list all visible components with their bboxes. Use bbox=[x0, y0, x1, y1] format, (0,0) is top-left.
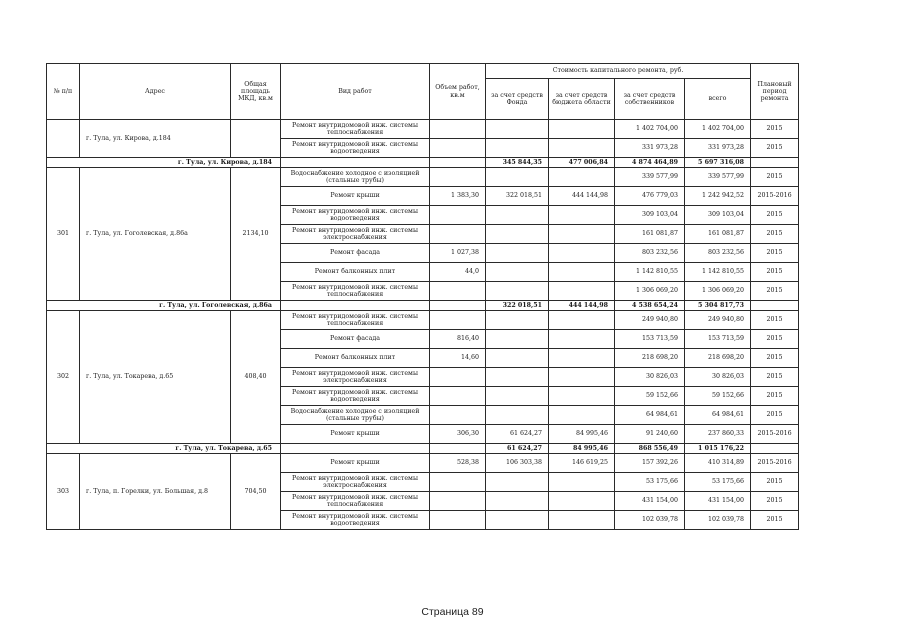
total-cell: 309 103,04 bbox=[685, 206, 751, 225]
work-type-cell: Ремонт внутридомовой инж. системы электроснабжения bbox=[281, 225, 430, 244]
fund-cell bbox=[486, 120, 549, 139]
owners-cell: 30 826,03 bbox=[615, 368, 685, 387]
row-number-cell: 301 bbox=[47, 168, 80, 301]
row-number-cell bbox=[47, 120, 80, 158]
volume-cell bbox=[430, 473, 486, 492]
subtotal-budget: 477 006,84 bbox=[549, 158, 615, 168]
owners-cell: 64 984,61 bbox=[615, 406, 685, 425]
period-cell: 2015 bbox=[751, 492, 799, 511]
period-cell: 2015-2016 bbox=[751, 187, 799, 206]
owners-cell: 476 779,03 bbox=[615, 187, 685, 206]
owners-cell: 1 142 810,55 bbox=[615, 263, 685, 282]
budget-cell bbox=[549, 263, 615, 282]
owners-cell: 803 232,56 bbox=[615, 244, 685, 263]
budget-cell bbox=[549, 139, 615, 158]
work-type-cell: Ремонт внутридомовой инж. системы водоотведения bbox=[281, 387, 430, 406]
owners-cell: 1 402 704,00 bbox=[615, 120, 685, 139]
budget-cell bbox=[549, 282, 615, 301]
total-cell: 331 973,28 bbox=[685, 139, 751, 158]
budget-cell bbox=[549, 120, 615, 139]
budget-cell bbox=[549, 244, 615, 263]
period-cell: 2015 bbox=[751, 473, 799, 492]
volume-cell: 306,30 bbox=[430, 425, 486, 444]
table-row bbox=[47, 120, 799, 139]
total-cell: 803 232,56 bbox=[685, 244, 751, 263]
subtotal-fund: 322 018,51 bbox=[486, 301, 549, 311]
owners-cell: 91 240,60 bbox=[615, 425, 685, 444]
period-cell: 2015 bbox=[751, 511, 799, 530]
subtotal-total: 5 697 316,08 bbox=[685, 158, 751, 168]
volume-cell bbox=[430, 387, 486, 406]
header-volume: Объем работ, кв.м bbox=[430, 64, 486, 120]
owners-cell: 53 175,66 bbox=[615, 473, 685, 492]
subtotal-label: г. Тула, ул. Токарева, д.65 bbox=[47, 444, 281, 454]
header-area: Общая площадь МКД, кв.м bbox=[231, 64, 281, 120]
budget-cell bbox=[549, 206, 615, 225]
owners-cell: 153 713,59 bbox=[615, 330, 685, 349]
subtotal-fund: 61 624,27 bbox=[486, 444, 549, 454]
total-cell: 161 081,87 bbox=[685, 225, 751, 244]
total-cell: 1 402 704,00 bbox=[685, 120, 751, 139]
header-cost-group: Стоимость капитального ремонта, руб. bbox=[486, 64, 751, 79]
work-type-cell: Ремонт балконных плит bbox=[281, 349, 430, 368]
owners-cell: 102 039,78 bbox=[615, 511, 685, 530]
fund-cell bbox=[486, 311, 549, 330]
row-number-cell: 302 bbox=[47, 311, 80, 444]
subtotal-row bbox=[47, 301, 799, 311]
subtotal-volume-empty bbox=[430, 444, 486, 454]
work-type-cell: Ремонт крыши bbox=[281, 187, 430, 206]
owners-cell: 249 940,80 bbox=[615, 311, 685, 330]
total-cell: 249 940,80 bbox=[685, 311, 751, 330]
subtotal-total: 1 015 176,22 bbox=[685, 444, 751, 454]
fund-cell bbox=[486, 282, 549, 301]
period-cell: 2015 bbox=[751, 244, 799, 263]
area-cell bbox=[231, 120, 281, 158]
subtotal-work-empty bbox=[281, 444, 430, 454]
total-cell: 153 713,59 bbox=[685, 330, 751, 349]
table-header bbox=[47, 64, 799, 120]
budget-cell: 444 144,98 bbox=[549, 187, 615, 206]
fund-cell: 322 018,51 bbox=[486, 187, 549, 206]
header-address: Адрес bbox=[80, 64, 231, 120]
subtotal-label: г. Тула, ул. Гоголевская, д.86а bbox=[47, 301, 281, 311]
work-type-cell: Ремонт внутридомовой инж. системы теплоснабжения bbox=[281, 120, 430, 139]
total-cell: 339 577,99 bbox=[685, 168, 751, 187]
volume-cell bbox=[430, 406, 486, 425]
period-cell: 2015 bbox=[751, 406, 799, 425]
subtotal-period-empty bbox=[751, 158, 799, 168]
period-cell: 2015 bbox=[751, 206, 799, 225]
work-type-cell: Ремонт внутридомовой инж. системы теплоснабжения bbox=[281, 492, 430, 511]
fund-cell bbox=[486, 263, 549, 282]
work-type-cell: Водоснабжение холодное с изоляцией (стальные трубы) bbox=[281, 406, 430, 425]
fund-cell bbox=[486, 406, 549, 425]
volume-cell bbox=[430, 206, 486, 225]
volume-cell bbox=[430, 311, 486, 330]
header-no: № п/п bbox=[47, 64, 80, 120]
work-type-cell: Ремонт балконных плит bbox=[281, 263, 430, 282]
fund-cell bbox=[486, 473, 549, 492]
table-row bbox=[47, 311, 799, 330]
owners-cell: 161 081,87 bbox=[615, 225, 685, 244]
fund-cell bbox=[486, 368, 549, 387]
volume-cell bbox=[430, 168, 486, 187]
subtotal-volume-empty bbox=[430, 301, 486, 311]
header-owners: за счет средств собственников bbox=[615, 79, 685, 120]
table-row bbox=[47, 454, 799, 473]
budget-cell bbox=[549, 492, 615, 511]
work-type-cell: Ремонт внутридомовой инж. системы теплоснабжения bbox=[281, 282, 430, 301]
owners-cell: 59 152,66 bbox=[615, 387, 685, 406]
period-cell: 2015-2016 bbox=[751, 454, 799, 473]
header-region-budget: за счет средств бюджета области bbox=[549, 79, 615, 120]
fund-cell bbox=[486, 387, 549, 406]
table-row bbox=[47, 168, 799, 187]
area-cell: 704,50 bbox=[231, 454, 281, 530]
total-cell: 410 314,89 bbox=[685, 454, 751, 473]
area-cell: 408,40 bbox=[231, 311, 281, 444]
subtotal-total: 5 304 817,73 bbox=[685, 301, 751, 311]
row-number-cell: 303 bbox=[47, 454, 80, 530]
work-type-cell: Ремонт внутридомовой инж. системы электроснабжения bbox=[281, 368, 430, 387]
subtotal-budget: 444 144,98 bbox=[549, 301, 615, 311]
total-cell: 237 860,33 bbox=[685, 425, 751, 444]
volume-cell bbox=[430, 511, 486, 530]
period-cell: 2015 bbox=[751, 263, 799, 282]
subtotal-budget: 84 995,46 bbox=[549, 444, 615, 454]
subtotal-label: г. Тула, ул. Кирова, д.184 bbox=[47, 158, 281, 168]
total-cell: 59 152,66 bbox=[685, 387, 751, 406]
page-number: Страница 89 bbox=[421, 606, 484, 618]
period-cell: 2015 bbox=[751, 387, 799, 406]
period-cell: 2015 bbox=[751, 330, 799, 349]
work-type-cell: Ремонт фасада bbox=[281, 330, 430, 349]
work-type-cell: Ремонт внутридомовой инж. системы водоотведения bbox=[281, 139, 430, 158]
address-cell: г. Тула, ул. Кирова, д.184 bbox=[80, 120, 231, 158]
volume-cell bbox=[430, 139, 486, 158]
budget-cell bbox=[549, 473, 615, 492]
volume-cell bbox=[430, 492, 486, 511]
fund-cell bbox=[486, 511, 549, 530]
owners-cell: 309 103,04 bbox=[615, 206, 685, 225]
volume-cell: 44,0 bbox=[430, 263, 486, 282]
total-cell: 30 826,03 bbox=[685, 368, 751, 387]
period-cell: 2015 bbox=[751, 311, 799, 330]
total-cell: 1 306 069,20 bbox=[685, 282, 751, 301]
fund-cell bbox=[486, 349, 549, 368]
subtotal-row bbox=[47, 444, 799, 454]
budget-cell bbox=[549, 511, 615, 530]
fund-cell bbox=[486, 225, 549, 244]
work-type-cell: Ремонт крыши bbox=[281, 425, 430, 444]
budget-cell bbox=[549, 168, 615, 187]
volume-cell: 1 383,30 bbox=[430, 187, 486, 206]
budget-cell bbox=[549, 406, 615, 425]
period-cell: 2015 bbox=[751, 282, 799, 301]
work-type-cell: Ремонт внутридомовой инж. системы водоотведения bbox=[281, 206, 430, 225]
work-type-cell: Ремонт внутридомовой инж. системы электроснабжения bbox=[281, 473, 430, 492]
owners-cell: 218 698,20 bbox=[615, 349, 685, 368]
volume-cell: 14,60 bbox=[430, 349, 486, 368]
subtotal-fund: 345 844,35 bbox=[486, 158, 549, 168]
work-type-cell: Ремонт внутридомовой инж. системы водоотведения bbox=[281, 511, 430, 530]
owners-cell: 1 306 069,20 bbox=[615, 282, 685, 301]
total-cell: 431 154,00 bbox=[685, 492, 751, 511]
volume-cell: 1 027,38 bbox=[430, 244, 486, 263]
total-cell: 64 984,61 bbox=[685, 406, 751, 425]
volume-cell bbox=[430, 368, 486, 387]
owners-cell: 157 392,26 bbox=[615, 454, 685, 473]
fund-cell bbox=[486, 330, 549, 349]
period-cell: 2015 bbox=[751, 120, 799, 139]
subtotal-work-empty bbox=[281, 301, 430, 311]
owners-cell: 339 577,99 bbox=[615, 168, 685, 187]
budget-cell bbox=[549, 225, 615, 244]
volume-cell: 816,40 bbox=[430, 330, 486, 349]
work-type-cell: Ремонт внутридомовой инж. системы теплоснабжения bbox=[281, 311, 430, 330]
subtotal-owners: 868 556,49 bbox=[615, 444, 685, 454]
budget-cell bbox=[549, 387, 615, 406]
subtotal-volume-empty bbox=[430, 158, 486, 168]
table-body bbox=[47, 120, 799, 530]
address-cell: г. Тула, ул. Токарева, д.65 bbox=[80, 311, 231, 444]
header-total: всего bbox=[685, 79, 751, 120]
total-cell: 1 242 942,52 bbox=[685, 187, 751, 206]
volume-cell: 528,38 bbox=[430, 454, 486, 473]
owners-cell: 331 973,28 bbox=[615, 139, 685, 158]
period-cell: 2015 bbox=[751, 168, 799, 187]
period-cell: 2015 bbox=[751, 225, 799, 244]
total-cell: 102 039,78 bbox=[685, 511, 751, 530]
volume-cell bbox=[430, 120, 486, 139]
subtotal-period-empty bbox=[751, 444, 799, 454]
header-period: Плановый период ремонта bbox=[751, 64, 799, 120]
total-cell: 53 175,66 bbox=[685, 473, 751, 492]
subtotal-row bbox=[47, 158, 799, 168]
period-cell: 2015 bbox=[751, 368, 799, 387]
area-cell: 2134,10 bbox=[231, 168, 281, 301]
fund-cell bbox=[486, 168, 549, 187]
address-cell: г. Тула, ул. Гоголевская, д.86а bbox=[80, 168, 231, 301]
header-work-type: Вид работ bbox=[281, 64, 430, 120]
budget-cell bbox=[549, 349, 615, 368]
period-cell: 2015 bbox=[751, 349, 799, 368]
subtotal-owners: 4 538 654,24 bbox=[615, 301, 685, 311]
fund-cell: 61 624,27 bbox=[486, 425, 549, 444]
budget-cell bbox=[549, 368, 615, 387]
fund-cell: 106 303,38 bbox=[486, 454, 549, 473]
subtotal-owners: 4 874 464,89 bbox=[615, 158, 685, 168]
budget-cell: 146 619,25 bbox=[549, 454, 615, 473]
address-cell: г. Тула, п. Горелки, ул. Большая, д.8 bbox=[80, 454, 231, 530]
repair-schedule-table bbox=[46, 63, 799, 530]
header-fund: за счет средств Фонда bbox=[486, 79, 549, 120]
work-type-cell: Ремонт фасада bbox=[281, 244, 430, 263]
fund-cell bbox=[486, 206, 549, 225]
budget-cell bbox=[549, 330, 615, 349]
owners-cell: 431 154,00 bbox=[615, 492, 685, 511]
work-type-cell: Ремонт крыши bbox=[281, 454, 430, 473]
fund-cell bbox=[486, 492, 549, 511]
total-cell: 218 698,20 bbox=[685, 349, 751, 368]
fund-cell bbox=[486, 244, 549, 263]
subtotal-period-empty bbox=[751, 301, 799, 311]
budget-cell: 84 995,46 bbox=[549, 425, 615, 444]
total-cell: 1 142 810,55 bbox=[685, 263, 751, 282]
period-cell: 2015 bbox=[751, 139, 799, 158]
budget-cell bbox=[549, 311, 615, 330]
fund-cell bbox=[486, 139, 549, 158]
subtotal-work-empty bbox=[281, 158, 430, 168]
work-type-cell: Водоснабжение холодное с изоляцией (стальные трубы) bbox=[281, 168, 430, 187]
volume-cell bbox=[430, 282, 486, 301]
volume-cell bbox=[430, 225, 486, 244]
period-cell: 2015-2016 bbox=[751, 425, 799, 444]
